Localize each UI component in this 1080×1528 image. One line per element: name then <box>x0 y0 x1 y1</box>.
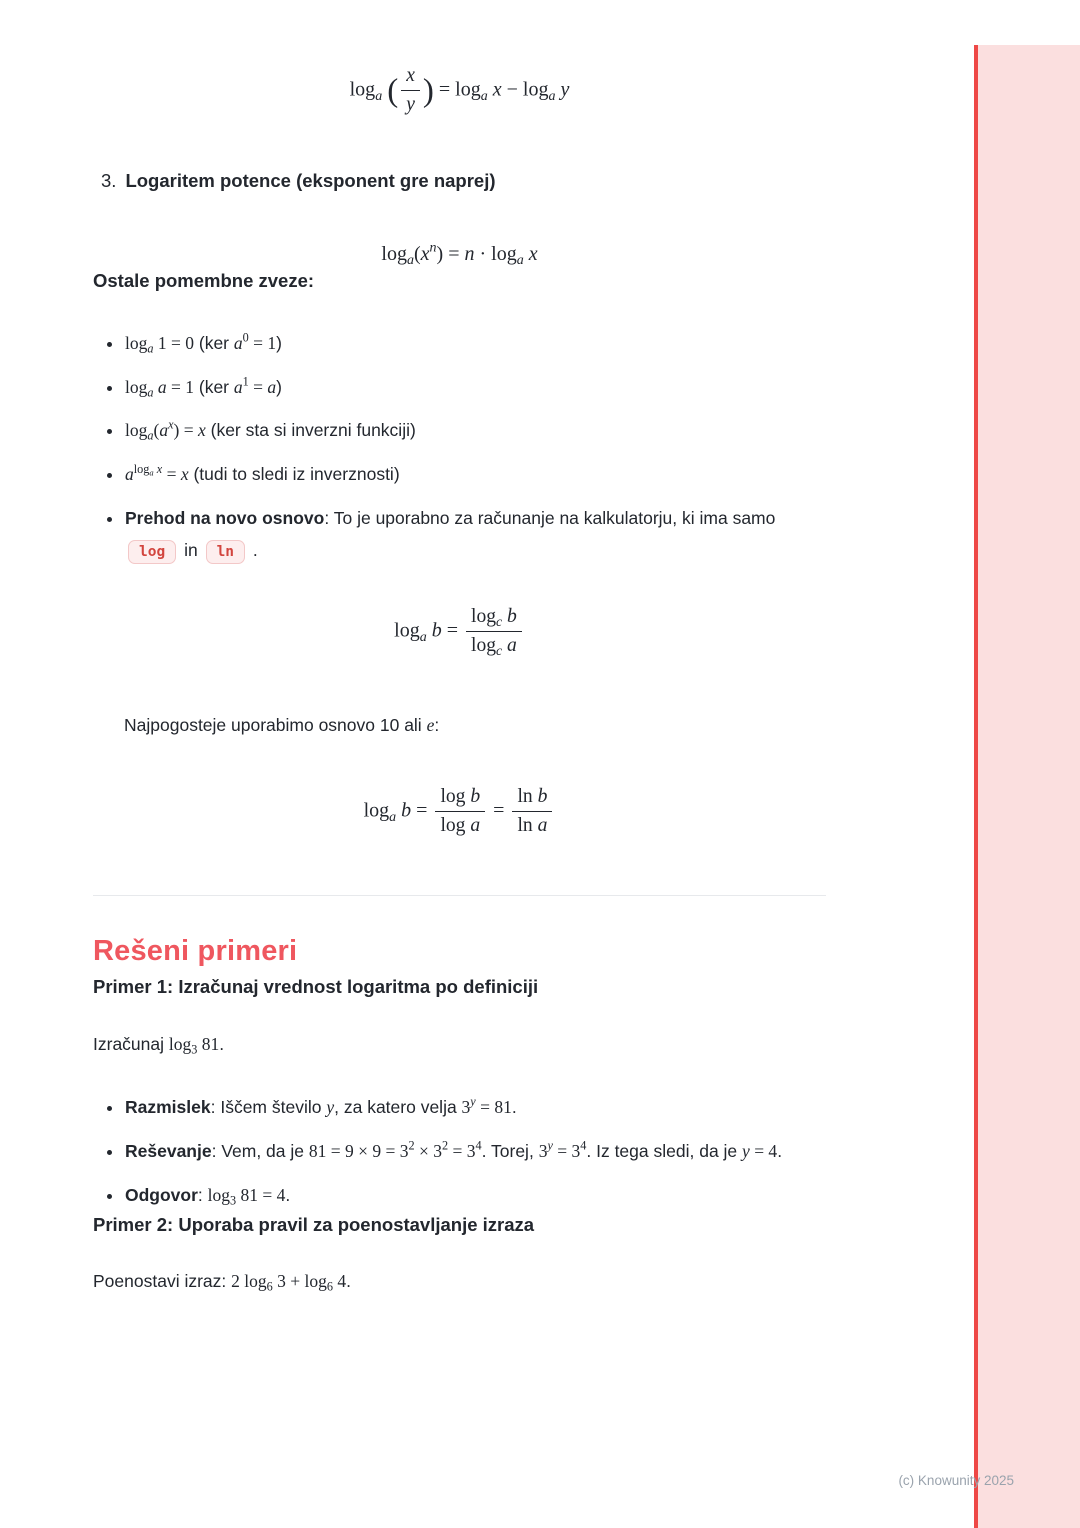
formula-log-quotient: $\log_a$ ( $\frac{x}{y}$ ) = $\log_a x - \log_a y$ <box>349 65 570 116</box>
example-2-intro: Poenostavi izraz: 2 $\log_6 3 + \log_6 4$. <box>93 1271 351 1295</box>
rule-item-base-change: • Prehod na novo osnovo: To je uporabno za računanje na kalkulatorju, ki ima samo log in ln . <box>124 503 826 567</box>
heading-other-relations: Ostale pomembne zveze: <box>93 269 315 291</box>
example-1-title: Primer 1: Izračunaj vrednost logaritma po definiciji <box>93 976 539 998</box>
section-title-solved-examples: Rešeni primeri <box>93 934 298 967</box>
rule-item-log-ax: • $\log_a(a^x) = x$ (ker sta si inverzni funkciji) <box>124 415 826 447</box>
formula-log-power: $\log_a(x^n) = n \cdot \log_a x$ <box>381 240 538 269</box>
document-content <box>93 0 826 1295</box>
example-1-intro: Izračunaj $\log_3 81$. <box>93 1034 225 1057</box>
formula-base-10-e: $\log_a b$ = $\frac{\text{log b}}{\text{log a}}$ = $\frac{\text{ln b}}{\text{ln a}}$ <box>93 785 826 839</box>
rule-item-log-a: • $\log_a a = 1$ (ker $a^1 = a$) <box>124 372 826 404</box>
example-1-step-resevanje: • Reševanje: Vem, da je $81 = 9 \times 9 = 3^2 \times 3^2 = 3^4$. Torej, $3^y = 3^4$. Iz tega sledi, da je y = 4. <box>124 1136 826 1168</box>
example-1-step-razmislek: • Razmislek: Iščem število y, za katero velja $3^y = 81$. <box>124 1092 826 1124</box>
rule-item-a-log: • $a^{log_a x} = x$ (tudi to sledi iz inverznosti) <box>124 459 826 491</box>
rule-item-log-1: • $\log_a 1 = 0$ (ker $a^0 = 1$) <box>124 328 826 360</box>
example-2-title: Primer 2: Uporaba pravil za poenostavljanje izraza <box>93 1213 535 1235</box>
section-divider <box>93 895 826 896</box>
example-1-step-odgovor: • Odgovor: $\log_3 81 = 4$. <box>124 1180 826 1212</box>
formula-base-change: $\log_a b$ = $\frac{\log_c b}{\log_c a}$ <box>93 605 826 659</box>
rules-list <box>93 328 826 567</box>
heading-log-power <box>93 168 826 194</box>
example-1-steps <box>93 1092 826 1212</box>
paragraph-base-note: Najpogosteje uporabimo osnovo 10 ali e: <box>124 714 440 735</box>
copyright-footer: (c) Knowunity 2025 <box>898 1473 1014 1488</box>
heading-number: 3. <box>101 169 117 191</box>
heading-text: Logaritem potence (eksponent gre naprej) <box>125 169 496 191</box>
side-accent-strip <box>978 45 1080 1528</box>
